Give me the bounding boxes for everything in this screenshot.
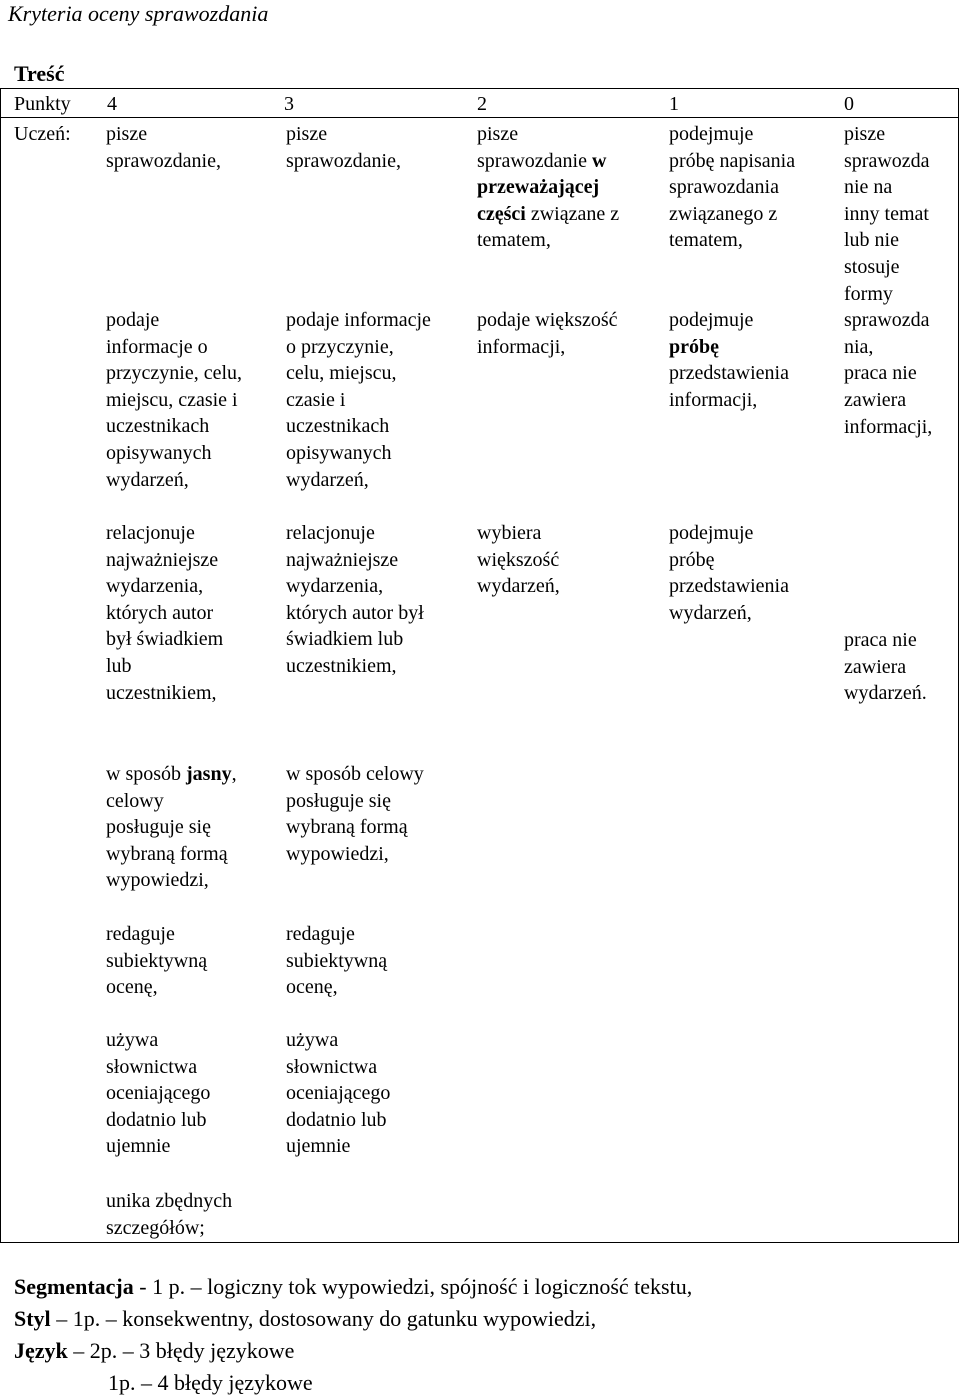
criterion-line: podejmuje — [669, 123, 754, 145]
criterion-line: dodatnio lub — [106, 1108, 207, 1131]
criterion-line: świadkiem lub — [286, 628, 404, 651]
criterion-line: tematem, — [477, 229, 551, 252]
criterion-line: wydarzeń, — [669, 601, 752, 624]
criterion-line: praca nie — [844, 629, 917, 651]
criterion-block — [669, 520, 789, 626]
criterion-block — [106, 520, 223, 706]
criterion-line: celu, miejscu, — [286, 362, 397, 385]
criterion-line: których autor — [106, 601, 214, 624]
criterion-line: redaguje — [106, 923, 175, 945]
criterion-line: wydarzeń, — [286, 468, 369, 491]
criterion-line: wydarzenia, — [106, 575, 204, 598]
criterion-block — [844, 627, 927, 707]
criterion-line: pisze — [477, 123, 519, 145]
criterion-line: większość — [477, 548, 560, 571]
header-score-0: 0 — [844, 93, 854, 115]
header-score-2: 2 — [477, 93, 487, 115]
criterion-line: używa — [286, 1029, 339, 1051]
criterion-block — [286, 121, 401, 174]
criterion-block — [286, 307, 431, 493]
criterion-line: ocenę, — [286, 976, 338, 999]
criterion-line: subiektywną — [106, 949, 208, 972]
criterion-block — [669, 307, 789, 413]
criteria-table — [0, 88, 959, 1243]
criterion-line: ujemnie — [106, 1135, 171, 1158]
criterion-line: części związane z — [477, 202, 620, 225]
criterion-line: przeważającej — [477, 176, 600, 199]
criterion-block — [844, 121, 932, 440]
criterion-line: opisywanych — [106, 441, 212, 464]
criterion-line: próbę — [669, 335, 719, 358]
header-score-1: 1 — [669, 93, 679, 115]
footer-language: Język – 2p. – 3 błędy językowe — [14, 1338, 295, 1363]
criterion-line: najważniejsze — [106, 548, 219, 571]
criterion-line: nie na — [844, 176, 893, 199]
criterion-line: subiektywną — [286, 949, 388, 972]
criterion-line: praca nie — [844, 362, 917, 385]
criterion-line: związanego z — [669, 202, 778, 225]
criterion-line: wybraną formą — [286, 816, 408, 839]
criterion-line: posługuje się — [106, 816, 211, 839]
criterion-line: tematem, — [669, 229, 743, 252]
criterion-block — [106, 761, 237, 894]
criterion-line: pisze — [106, 123, 148, 145]
criterion-line: uczestnikiem, — [286, 654, 397, 677]
criterion-block — [286, 921, 387, 1001]
criterion-block — [669, 121, 795, 254]
criterion-line: opisywanych — [286, 441, 392, 464]
criterion-line: podejmuje — [669, 309, 754, 331]
criterion-block — [106, 121, 221, 174]
criterion-line: szczegółów; — [106, 1216, 205, 1239]
criterion-line: wydarzeń. — [844, 682, 927, 705]
criterion-line: najważniejsze — [286, 548, 399, 571]
criterion-block — [286, 1027, 390, 1160]
criterion-line: zawiera — [844, 655, 907, 678]
criterion-line: wybraną formą — [106, 842, 228, 865]
criterion-block — [106, 1027, 210, 1160]
criterion-line: sprawozdanie, — [106, 149, 221, 172]
header-score-4: 4 — [107, 93, 117, 115]
criterion-block — [106, 921, 207, 1001]
criterion-block — [477, 520, 560, 600]
criterion-line: słownictwa — [106, 1055, 198, 1078]
criterion-line: redaguje — [286, 923, 355, 945]
criterion-line: czasie i — [286, 388, 346, 411]
criterion-line: miejscu, czasie i — [106, 388, 238, 411]
criterion-line: celowy — [106, 789, 164, 812]
header-score-3: 3 — [284, 93, 294, 115]
criterion-line: pisze — [844, 123, 886, 145]
criterion-line: pisze — [286, 123, 328, 145]
criterion-line: relacjonuje — [106, 522, 195, 544]
criterion-line: w sposób celowy — [286, 763, 424, 785]
criterion-line: sprawozda — [844, 149, 930, 172]
criterion-line: posługuje się — [286, 789, 391, 812]
criterion-line: o przyczynie, — [286, 335, 394, 358]
criterion-line: sprawozdania — [669, 176, 779, 199]
criterion-line: oceniającego — [106, 1082, 211, 1105]
criterion-line: podaje większość — [477, 309, 618, 331]
criterion-line: oceniającego — [286, 1082, 391, 1105]
row-label: Uczeń: — [14, 123, 71, 145]
criterion-line: był świadkiem — [106, 628, 224, 651]
criterion-line: używa — [106, 1029, 159, 1051]
criterion-block — [106, 307, 242, 493]
criterion-line: przedstawienia — [669, 362, 789, 385]
criterion-line: próbę — [669, 548, 715, 571]
criterion-line: formy — [844, 282, 893, 305]
criterion-line: uczestnikiem, — [106, 681, 217, 704]
criterion-line: których autor był — [286, 601, 424, 624]
criterion-line: podaje — [106, 309, 160, 331]
criterion-line: w sposób jasny, — [106, 763, 237, 785]
criterion-line: sprawozdanie w — [477, 149, 607, 172]
criterion-block — [477, 307, 618, 360]
header-divider — [1, 117, 958, 118]
criterion-line: zawiera — [844, 388, 907, 411]
criterion-line: unika zbędnych — [106, 1190, 233, 1212]
criterion-block — [286, 520, 424, 680]
criterion-line: próbę napisania — [669, 149, 796, 172]
criterion-line: podaje informacje — [286, 309, 431, 331]
criterion-block — [477, 121, 619, 254]
document-title: Kryteria oceny sprawozdania — [8, 1, 269, 26]
criterion-line: wydarzeń, — [477, 575, 560, 598]
criterion-line: przyczynie, celu, — [106, 362, 243, 385]
criterion-line: informacji, — [669, 388, 758, 411]
criterion-line: uczestnikach — [106, 415, 210, 438]
criterion-line: wybiera — [477, 522, 542, 544]
criterion-line: wydarzeń, — [106, 468, 189, 491]
criterion-line: stosuje — [844, 255, 900, 278]
footer-style: Styl – 1p. – konsekwentny, dostosowany do gatunku wypowiedzi, — [14, 1306, 597, 1331]
criterion-line: sprawozdanie, — [286, 149, 401, 172]
criterion-line: ocenę, — [106, 976, 158, 999]
criterion-line: inny temat — [844, 202, 929, 225]
criterion-line: uczestnikach — [286, 415, 390, 438]
footer-segmentation: Segmentacja - 1 p. – logiczny tok wypowiedzi, spójność i logiczność tekstu, — [14, 1274, 693, 1299]
criterion-line: informacje o — [106, 335, 208, 358]
header-label: Punkty — [14, 93, 71, 115]
criterion-line: wypowiedzi, — [106, 869, 209, 892]
criterion-line: nia, — [844, 335, 874, 358]
criterion-line: słownictwa — [286, 1055, 378, 1078]
footer-language-2: 1p. – 4 błędy językowe — [108, 1370, 313, 1395]
criterion-line: przedstawienia — [669, 575, 789, 598]
criterion-line: dodatnio lub — [286, 1108, 387, 1131]
criterion-line: wypowiedzi, — [286, 842, 389, 865]
criterion-line: wydarzenia, — [286, 575, 384, 598]
section-title: Treść — [14, 61, 65, 86]
criterion-line: lub — [106, 654, 132, 677]
criterion-line: podejmuje — [669, 522, 754, 544]
criterion-line: ujemnie — [286, 1135, 351, 1158]
criterion-line: informacji, — [477, 335, 566, 358]
criterion-line: informacji, — [844, 415, 933, 438]
criterion-line: relacjonuje — [286, 522, 375, 544]
criterion-block — [106, 1188, 232, 1241]
criterion-line: lub nie — [844, 229, 899, 252]
criterion-block — [286, 761, 424, 867]
criterion-line: sprawozda — [844, 309, 930, 332]
